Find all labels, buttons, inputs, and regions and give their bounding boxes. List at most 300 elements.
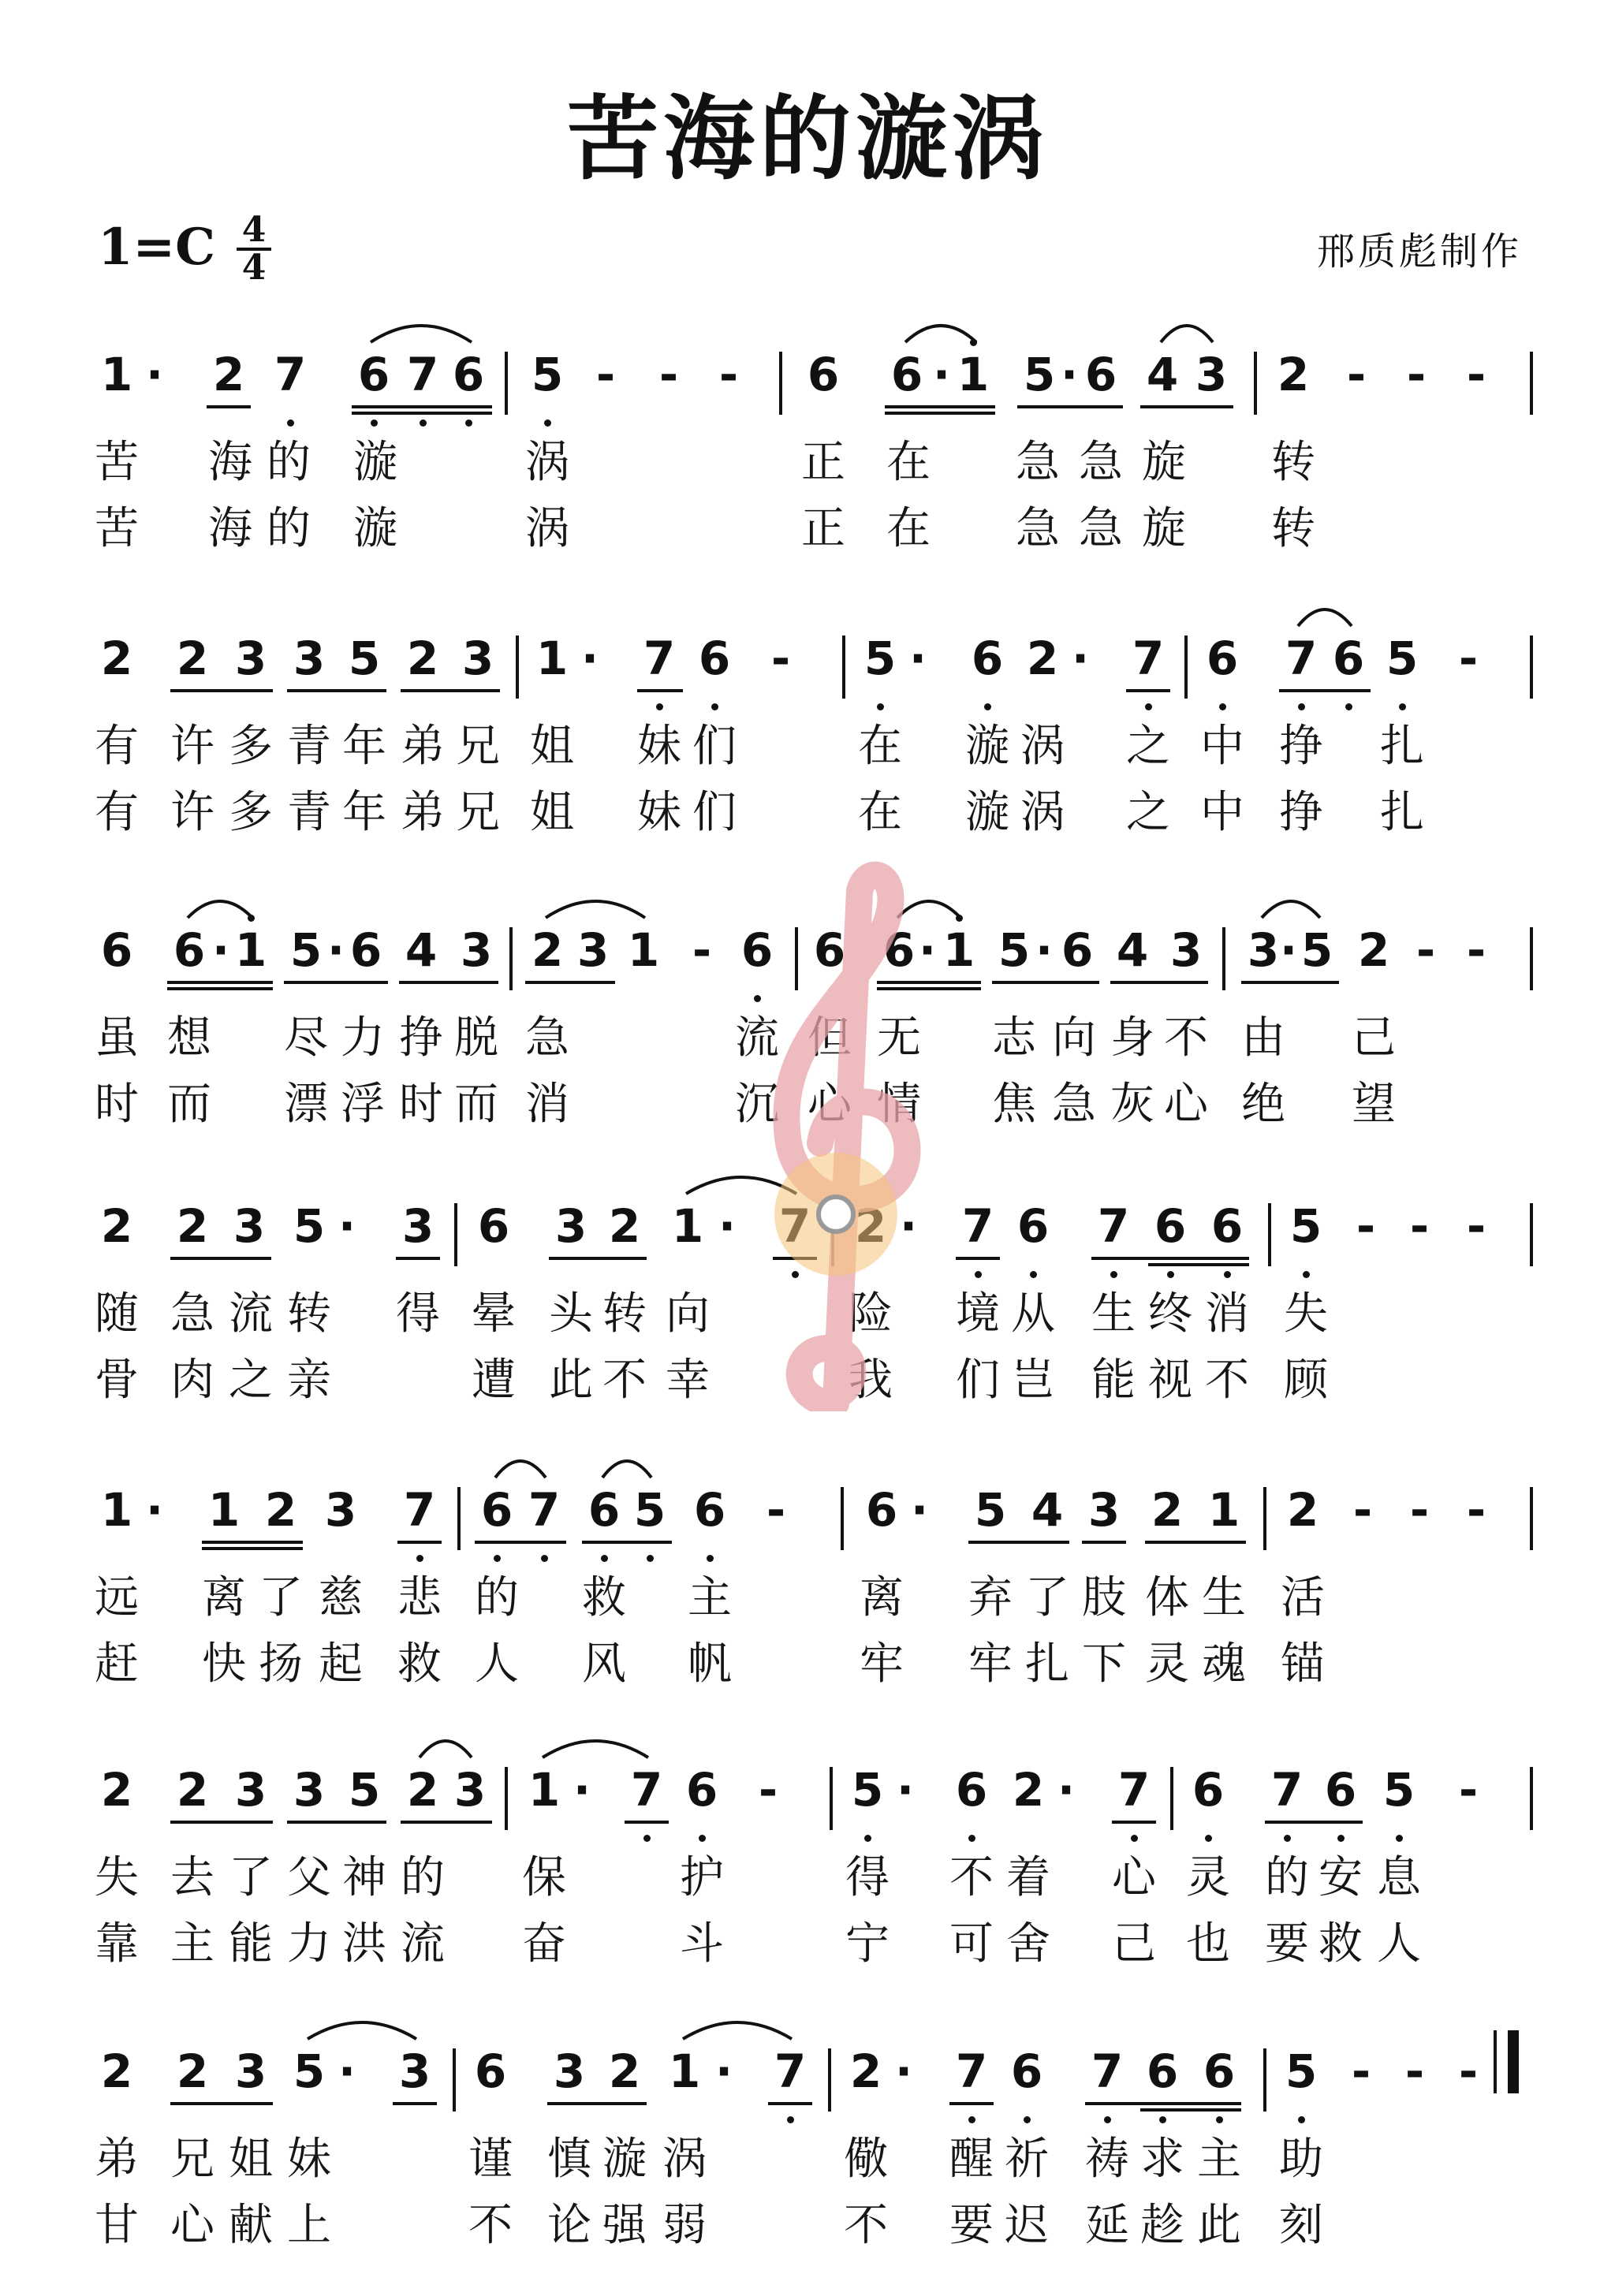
- lyric-char: 祷: [1085, 2134, 1129, 2185]
- lyric-char: 在: [858, 721, 902, 772]
- note: 6: [1061, 923, 1094, 977]
- key-signature: 1=C: [98, 218, 216, 277]
- note: 7: [1132, 632, 1165, 685]
- note: 6: [1084, 348, 1117, 401]
- octave-low-dot: [1284, 1835, 1291, 1842]
- lyric-char: 了: [259, 1572, 303, 1623]
- note: 5: [289, 923, 323, 977]
- lyric-char: 救: [397, 1638, 442, 1690]
- lyric-char: 漩: [353, 437, 397, 488]
- dot-augmentation: ·: [338, 1199, 356, 1253]
- lyric-char: 兄: [170, 2134, 214, 2185]
- lyric-char: 肢: [1082, 1572, 1126, 1623]
- lyric-char: 之: [229, 1355, 273, 1406]
- slur: [601, 1452, 653, 1479]
- lyric-char: 有: [95, 787, 139, 838]
- beam-underline: [625, 1821, 669, 1824]
- barline: [1184, 636, 1188, 699]
- lyric-char: 晕: [472, 1288, 516, 1340]
- lyric-char: 的: [267, 437, 311, 488]
- beam-underline: [885, 405, 995, 408]
- lyric-char: 力: [287, 1918, 331, 1970]
- note: 6: [1210, 1199, 1244, 1253]
- lyric-char: 转: [1271, 503, 1315, 554]
- octave-low-dot: [1167, 1271, 1174, 1278]
- lyric-char: 宁: [845, 1918, 890, 1970]
- lyric-char: 人: [475, 1638, 519, 1690]
- note: 7: [774, 2044, 807, 2098]
- note: 3: [554, 1199, 587, 1253]
- dash-hold: -: [1458, 1763, 1479, 1817]
- lyric-char: 离: [202, 1572, 246, 1623]
- beam-underline: [202, 1547, 303, 1550]
- lyric-char: 主: [1197, 2134, 1241, 2185]
- octave-low-dot: [656, 703, 663, 710]
- lyric-char: 想: [167, 1012, 211, 1064]
- barline: [453, 2048, 456, 2112]
- note: 6: [1206, 632, 1239, 685]
- octave-low-dot: [1399, 703, 1406, 710]
- lyric-char: 境: [956, 1288, 1000, 1340]
- lyric-char: 弃: [968, 1572, 1013, 1623]
- beam-underline: [202, 1541, 303, 1544]
- notation-row: [0, 2044, 1615, 2110]
- lyric-char: 息: [1377, 1852, 1421, 1903]
- note: 2: [1012, 1763, 1045, 1817]
- note: 3: [1087, 1483, 1121, 1537]
- note: 7: [643, 632, 676, 685]
- lyric-char: 急: [1079, 503, 1123, 554]
- lyric-char: 灰: [1110, 1079, 1154, 1130]
- lyric-char: 海: [208, 437, 252, 488]
- lyric-char: 救: [582, 1572, 626, 1623]
- beam-underline: [1265, 1821, 1363, 1824]
- note: 3: [234, 1763, 267, 1817]
- octave-low-dot: [544, 419, 551, 427]
- lyric-char: 姐: [530, 721, 574, 772]
- lyric-char: 许: [170, 721, 214, 772]
- lyric-char: 也: [1186, 1918, 1230, 1970]
- lyric-char: 得: [396, 1288, 440, 1340]
- note: 7: [955, 2044, 988, 2098]
- dot-augmentation: ·: [918, 923, 937, 977]
- lyric-char: 们: [692, 721, 737, 772]
- note: 5: [531, 348, 564, 401]
- lyric-char: 妹: [637, 787, 681, 838]
- note: 1: [100, 1483, 133, 1537]
- lyric-char: 姐: [530, 787, 574, 838]
- note: 5: [1382, 1763, 1415, 1817]
- lyric-char: 们: [692, 787, 737, 838]
- dot-augmentation: ·: [1060, 348, 1079, 401]
- dot-augmentation: ·: [211, 923, 230, 977]
- note: 4: [1116, 923, 1149, 977]
- lyric-line-1: [0, 1851, 1615, 1906]
- dot-augmentation: ·: [326, 923, 345, 977]
- note: 7: [1097, 1199, 1130, 1253]
- lyric-line-1: [0, 2132, 1615, 2187]
- dash-hold: -: [1458, 2044, 1479, 2098]
- note: 7: [274, 348, 307, 401]
- lyric-char: 下: [1082, 1638, 1126, 1690]
- lyric-char: 转: [287, 1288, 331, 1340]
- beam-underline: [399, 981, 498, 984]
- lyric-char: 消: [525, 1079, 569, 1130]
- dot-augmentation: ·: [338, 2044, 356, 2098]
- lyric-char: 生: [1091, 1288, 1136, 1340]
- dot-augmentation: ·: [145, 1483, 164, 1537]
- octave-low-dot: [416, 1555, 423, 1562]
- barline: [828, 2048, 831, 2112]
- octave-low-dot: [699, 1835, 706, 1842]
- lyric-char: 己: [1352, 1012, 1396, 1064]
- lyric-char: 生: [1202, 1572, 1246, 1623]
- dash-hold: -: [718, 348, 739, 401]
- barline: [1170, 1767, 1173, 1830]
- barline: [1263, 1487, 1266, 1550]
- lyric-char: 向: [1052, 1012, 1096, 1064]
- dash-hold: -: [1346, 348, 1367, 401]
- note: 3: [234, 632, 267, 685]
- note: 6: [480, 1483, 513, 1537]
- time-signature-denominator: 4: [241, 248, 267, 288]
- lyric-char: 了: [229, 1852, 273, 1903]
- beam-underline: [170, 689, 273, 692]
- barline: [1530, 927, 1533, 990]
- note: 2: [100, 1763, 133, 1817]
- lyric-char: 正: [801, 503, 845, 554]
- lyric-char: 急: [525, 1012, 569, 1064]
- dot-augmentation: ·: [714, 2044, 733, 2098]
- notation-row: [0, 631, 1615, 697]
- lyric-char: 主: [170, 1918, 214, 1970]
- note: 5: [293, 1199, 326, 1253]
- lyric-char: 甘: [95, 2200, 139, 2251]
- lyric-char: 风: [582, 1638, 626, 1690]
- lyric-char: 不: [1205, 1355, 1249, 1406]
- dot-augmentation: ·: [1035, 923, 1054, 977]
- lyric-char: 醒: [949, 2134, 994, 2185]
- beam-underline: [352, 412, 492, 415]
- lyric-char: 心: [1164, 1079, 1208, 1130]
- final-barline: [1508, 2030, 1519, 2093]
- lyric-char: 的: [267, 503, 311, 554]
- dash-hold: -: [595, 348, 616, 401]
- lyric-char: 快: [202, 1638, 246, 1690]
- note: 2: [176, 1199, 209, 1253]
- lyric-char: 漩: [602, 2134, 647, 2185]
- note: 3: [398, 2044, 431, 2098]
- lyric-char: 挣: [399, 1012, 443, 1064]
- slur: [541, 1732, 650, 1759]
- lyric-char: 急: [1016, 503, 1060, 554]
- lyric-char: 安: [1318, 1852, 1363, 1903]
- note: 2: [608, 2044, 641, 2098]
- dash-hold: -: [758, 1763, 778, 1817]
- dash-hold: -: [1466, 348, 1486, 401]
- lyric-char: 刻: [1279, 2200, 1323, 2251]
- note: 6: [452, 348, 485, 401]
- song-title: 苦海的漩涡: [567, 85, 1048, 192]
- lyric-char: 能: [229, 1918, 273, 1970]
- lyric-char: 漩: [965, 787, 1009, 838]
- note: 6: [955, 1763, 988, 1817]
- beam-underline: [1148, 1263, 1249, 1266]
- lyric-char: 失: [1284, 1288, 1328, 1340]
- lyric-char: 挣: [1279, 721, 1323, 772]
- dot-augmentation: ·: [908, 632, 927, 685]
- note: 6: [349, 923, 382, 977]
- lyric-char: 牢: [968, 1638, 1013, 1690]
- slur: [1296, 601, 1353, 628]
- lyric-char: 险: [849, 1288, 893, 1340]
- note: 7: [1091, 2044, 1124, 2098]
- lyric-char: 灵: [1186, 1852, 1230, 1903]
- lyric-char: 挣: [1279, 787, 1323, 838]
- beam-underline: [170, 2102, 273, 2105]
- lyric-char: 父: [287, 1852, 331, 1903]
- note: 2: [531, 923, 564, 977]
- lyric-char: 我: [849, 1355, 893, 1406]
- score-system-7: [0, 2044, 1615, 2296]
- note: 7: [406, 348, 439, 401]
- note: 3: [234, 2044, 267, 2098]
- slur: [306, 2014, 418, 2041]
- lyric-char: 心: [1112, 1852, 1156, 1903]
- notation-row: [0, 1482, 1615, 1549]
- lyric-line-1: [0, 1571, 1615, 1626]
- lyric-char: 涡: [525, 437, 569, 488]
- lyric-line-2: [0, 1637, 1615, 1692]
- beam-underline: [949, 2102, 994, 2105]
- barline: [1530, 1487, 1533, 1550]
- lyric-char: 迟: [1005, 2200, 1049, 2251]
- lyric-char: 人: [1377, 1918, 1421, 1970]
- note: 6: [693, 1483, 726, 1537]
- score-system-2: [0, 631, 1615, 883]
- note: 1: [671, 1199, 704, 1253]
- note: 2: [264, 1483, 297, 1537]
- note: 2: [406, 632, 439, 685]
- lyric-char: 在: [886, 503, 931, 554]
- lyric-char: 许: [170, 787, 214, 838]
- barline: [509, 927, 513, 990]
- note: 1: [234, 923, 267, 977]
- barline: [505, 1767, 508, 1830]
- lyric-char: 亲: [287, 1355, 331, 1406]
- lyric-char: 献: [229, 2200, 273, 2251]
- lyric-char: 起: [319, 1638, 363, 1690]
- octave-low-dot: [465, 419, 472, 427]
- note: 6: [1203, 2044, 1236, 2098]
- lyric-char: 离: [860, 1572, 904, 1623]
- note: 3: [1247, 923, 1280, 977]
- note: 1: [207, 1483, 241, 1537]
- note: 4: [1146, 348, 1179, 401]
- lyric-char: 力: [341, 1012, 385, 1064]
- octave-low-dot: [1298, 2116, 1305, 2123]
- lyric-char: 头: [549, 1288, 593, 1340]
- note: 6: [685, 1763, 718, 1817]
- lyric-char: 旋: [1142, 437, 1186, 488]
- note: 6: [477, 1199, 510, 1253]
- slur: [494, 1452, 547, 1479]
- lyric-line-1: [0, 435, 1615, 490]
- note: 3: [293, 1763, 326, 1817]
- dash-hold: -: [1351, 2044, 1371, 2098]
- lyric-char: 主: [688, 1572, 732, 1623]
- note: 6: [865, 1483, 898, 1537]
- slur: [1260, 893, 1322, 919]
- lyric-char: 护: [680, 1852, 724, 1903]
- note: 2: [100, 1199, 133, 1253]
- lyric-char: 海: [208, 503, 252, 554]
- dash-hold: -: [1404, 2044, 1425, 2098]
- dot-augmentation: ·: [1279, 923, 1298, 977]
- lyric-char: 在: [858, 787, 902, 838]
- note: 5: [1285, 2044, 1318, 2098]
- lyric-char: 流: [735, 1012, 779, 1064]
- note: 2: [849, 2044, 882, 2098]
- barline: [830, 1767, 833, 1830]
- note: 2: [608, 1199, 641, 1253]
- lyric-char: 能: [1091, 1355, 1136, 1406]
- beam-underline: [768, 2102, 812, 2105]
- lyric-char: 牢: [860, 1638, 904, 1690]
- note: 6: [173, 923, 206, 977]
- lyric-char: 奋: [522, 1918, 566, 1970]
- lyric-char: 神: [342, 1852, 386, 1903]
- barline: [457, 1487, 461, 1550]
- lyric-char: 青: [287, 721, 331, 772]
- octave-low-dot: [643, 1835, 651, 1842]
- note: 6: [807, 348, 840, 401]
- beam-underline: [1017, 405, 1123, 408]
- lyric-char: 焦: [992, 1079, 1036, 1130]
- lyric-char: 兄: [456, 721, 500, 772]
- beam-underline: [968, 1541, 1069, 1544]
- lyric-char: 慈: [319, 1572, 363, 1623]
- lyric-char: 灵: [1145, 1638, 1189, 1690]
- lyric-char: 漂: [284, 1079, 328, 1130]
- octave-low-dot: [984, 703, 991, 710]
- beam-underline: [1126, 689, 1170, 692]
- beam-underline: [475, 1541, 566, 1544]
- note: 5: [998, 923, 1031, 977]
- lyric-char: 扎: [1380, 721, 1424, 772]
- lyric-char: 失: [95, 1852, 139, 1903]
- note: 6: [740, 923, 774, 977]
- time-signature-numerator: 4: [241, 210, 267, 250]
- beam-underline: [1279, 689, 1371, 692]
- dash-hold: -: [1466, 1199, 1486, 1253]
- beam-underline: [1085, 2102, 1241, 2105]
- lyric-line-2: [0, 785, 1615, 840]
- lyric-char: 弟: [95, 2134, 139, 2185]
- dot-augmentation: ·: [1071, 632, 1090, 685]
- dash-hold: -: [766, 1483, 786, 1537]
- lyric-line-2: [0, 1917, 1615, 1972]
- octave-low-dot: [975, 1271, 982, 1278]
- notation-row: [0, 1762, 1615, 1828]
- note: 5: [633, 1483, 666, 1537]
- barline: [1530, 636, 1533, 699]
- octave-low-dot: [1159, 2116, 1166, 2123]
- lyric-char: 不: [844, 2200, 888, 2251]
- note: 5: [293, 2044, 326, 2098]
- octave-low-dot: [787, 2116, 794, 2123]
- note: 7: [528, 1483, 561, 1537]
- note: 1: [528, 1763, 561, 1817]
- note: 2: [406, 1763, 439, 1817]
- beam-underline: [525, 981, 615, 984]
- beam-underline: [549, 1257, 647, 1260]
- lyric-char: 弟: [401, 721, 445, 772]
- octave-low-dot: [1131, 1835, 1138, 1842]
- lyric-char: 兄: [456, 787, 500, 838]
- beam-underline: [170, 1257, 271, 1260]
- note: 2: [100, 632, 133, 685]
- note: 4: [1031, 1483, 1064, 1537]
- lyric-char: 流: [401, 1918, 445, 1970]
- lyric-char: 虽: [95, 1012, 139, 1064]
- lyric-char: 心: [808, 1079, 852, 1130]
- note: 5: [1289, 1199, 1322, 1253]
- lyric-char: 要: [949, 2200, 994, 2251]
- lyric-char: 多: [229, 721, 273, 772]
- note: 5: [348, 1763, 381, 1817]
- octave-low-dot: [1024, 2116, 1031, 2123]
- octave-low-dot: [968, 1835, 975, 1842]
- barline: [1530, 1203, 1533, 1266]
- dot-augmentation: ·: [899, 1199, 918, 1253]
- lyric-char: 靠: [95, 1918, 139, 1970]
- lyric-char: 斗: [680, 1918, 724, 1970]
- beam-underline: [1091, 1257, 1249, 1260]
- note: 1: [1207, 1483, 1240, 1537]
- lyric-char: 上: [287, 2200, 331, 2251]
- note: 6: [1324, 1763, 1357, 1817]
- note: 1: [627, 923, 660, 977]
- lyric-char: 骨: [95, 1355, 139, 1406]
- lyric-char: 漩: [965, 721, 1009, 772]
- lyric-char: 遭: [472, 1355, 516, 1406]
- octave-low-dot: [1298, 703, 1305, 710]
- note: 2: [176, 632, 209, 685]
- note: 5: [863, 632, 897, 685]
- octave-low-dot: [541, 1555, 548, 1562]
- octave-low-dot: [287, 419, 294, 427]
- lyric-char: 求: [1140, 2134, 1184, 2185]
- lyric-char: 趁: [1140, 2200, 1184, 2251]
- note: 7: [403, 1483, 436, 1537]
- lyric-char: 谨: [468, 2134, 513, 2185]
- octave-low-dot: [1219, 703, 1226, 710]
- lyric-char: 活: [1281, 1572, 1325, 1623]
- lyric-char: 顾: [1284, 1355, 1328, 1406]
- lyric-char: 而: [167, 1079, 211, 1130]
- lyric-char: 锚: [1281, 1638, 1325, 1690]
- dash-hold: -: [1409, 1199, 1430, 1253]
- note: 6: [587, 1483, 621, 1537]
- note: 6: [1016, 1199, 1050, 1253]
- note: 7: [630, 1763, 663, 1817]
- note: 6: [474, 2044, 507, 2098]
- octave-low-dot: [1216, 2116, 1223, 2123]
- lyric-char: 可: [949, 1918, 994, 1970]
- barline: [841, 1487, 844, 1550]
- beam-underline: [956, 1257, 1000, 1260]
